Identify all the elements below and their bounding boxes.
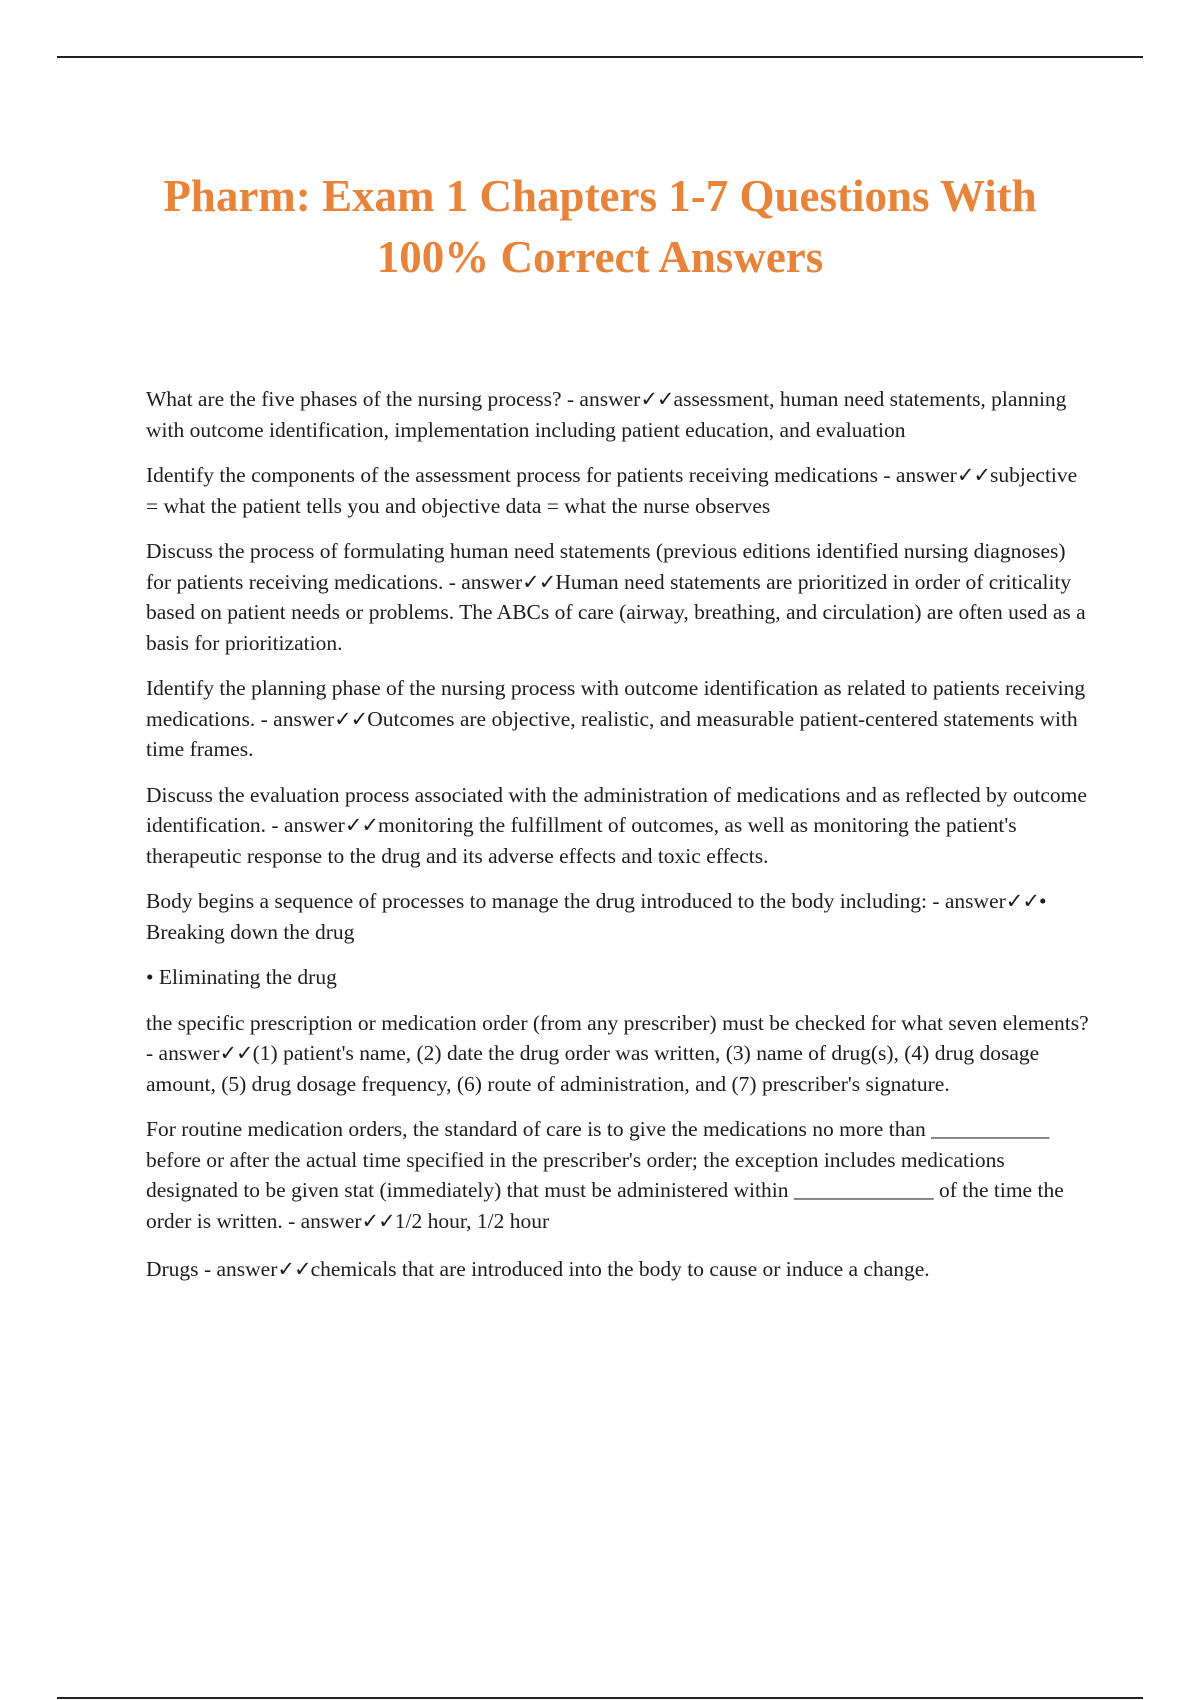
- question-text: Body begins a sequence of processes to manage the drug introduced to the body including:: [146, 889, 927, 913]
- answer-marker: - answer: [271, 813, 345, 837]
- answer-text: monitoring the fulfillment of outcomes, as well as monitoring the patient's therapeutic response to the drug and its adverse effects and toxic effects.: [146, 813, 1017, 868]
- answer-marker: - answer: [288, 1208, 362, 1233]
- top-divider: [57, 56, 1143, 58]
- question-text: Identify the components of the assessment process for patients receiving medications: [146, 463, 878, 487]
- qa-item-8: [146, 1114, 1092, 1236]
- qa-item-7: [146, 1008, 1092, 1100]
- qa-list: [146, 384, 1092, 1300]
- question-text: Discuss the evaluation process associated with the administration of medications and as reflected by outcome identification.: [146, 782, 1087, 837]
- qa-item-1: [146, 384, 1092, 445]
- answer-text: chemicals that are introduced into the body to cause or induce a change.: [310, 1257, 930, 1281]
- answer-marker: - answer: [203, 1257, 278, 1281]
- answer-text: Human need statements are prioritized in order of criticality based on patient needs or problems. The ABCs of care (airway, breathing, and circulation) are often used as a basis for prioritization.: [146, 569, 1086, 655]
- double-check-icon: ✓✓: [334, 706, 368, 731]
- document-title: [100, 166, 1100, 288]
- question-text: Discuss the process of formulating human need statements (previous editions identified nursing diagnoses) for patients receiving medications.: [146, 539, 1066, 594]
- title-line-1: Pharm: Exam 1 Chapters 1-7 Questions With: [163, 171, 1037, 221]
- answer-marker: - answer: [260, 706, 335, 731]
- double-check-icon: ✓✓: [219, 1041, 253, 1065]
- double-check-icon: ✓✓: [522, 569, 556, 594]
- answer-text: assessment, human need statements, planning with outcome identification, implementation including patient education, and evaluation: [146, 387, 1067, 442]
- answer-marker: - answer: [448, 569, 523, 594]
- answer-text: (1) patient's name, (2) date the drug order was written, (3) name of drug(s), (4) drug dosage amount, (5) drug dosage frequency, (6) route of administration, and (7) prescriber's signature.: [146, 1041, 1040, 1096]
- double-check-icon: ✓✓: [1005, 889, 1039, 913]
- answer-marker: - answer: [932, 889, 1006, 913]
- qa-item-5: [146, 780, 1092, 872]
- qa-item-6-continued: [146, 962, 1092, 993]
- double-check-icon: ✓✓: [361, 1208, 395, 1233]
- double-check-icon: ✓✓: [956, 463, 991, 487]
- double-check-icon: ✓✓: [277, 1257, 311, 1281]
- answer-marker: - answer: [566, 387, 641, 411]
- answer-text: subjective = what the patient tells you and objective data = what the nurse observes: [146, 463, 1078, 518]
- question-text: Identify the planning phase of the nursing process with outcome identification as related to patients receiving medications.: [146, 676, 1086, 731]
- question-text: the specific prescription or medication order (from any prescriber) must be checked for what seven elements?: [146, 1010, 1089, 1035]
- question-text: For routine medication orders, the standard of care is to give the medications no more than ___________ before or after the actual time specified in the prescriber's order; the exception includes medications designated to be given stat (immediately) that must be administered within _____________ of the time the order is written.: [146, 1117, 1064, 1233]
- answer-text: • Breaking down the drug: [146, 889, 1047, 944]
- double-check-icon: ✓✓: [640, 387, 674, 411]
- question-text: Drugs: [146, 1257, 199, 1281]
- qa-item-9: [146, 1254, 1092, 1285]
- answer-marker: - answer: [146, 1041, 220, 1065]
- bullet-text: • Eliminating the drug: [146, 965, 337, 989]
- bottom-divider: [57, 1697, 1143, 1699]
- qa-item-4: [146, 673, 1092, 765]
- title-line-2: 100% Correct Answers: [376, 232, 824, 282]
- answer-marker: - answer: [883, 463, 957, 487]
- qa-item-2: [146, 460, 1092, 521]
- qa-item-6: [146, 886, 1092, 947]
- answer-text: 1/2 hour, 1/2 hour: [394, 1208, 550, 1233]
- qa-item-3: [146, 536, 1092, 658]
- double-check-icon: ✓✓: [344, 813, 379, 837]
- question-text: What are the five phases of the nursing process?: [146, 387, 562, 411]
- answer-text: Outcomes are objective, realistic, and measurable patient-centered statements with time frames.: [146, 706, 1078, 761]
